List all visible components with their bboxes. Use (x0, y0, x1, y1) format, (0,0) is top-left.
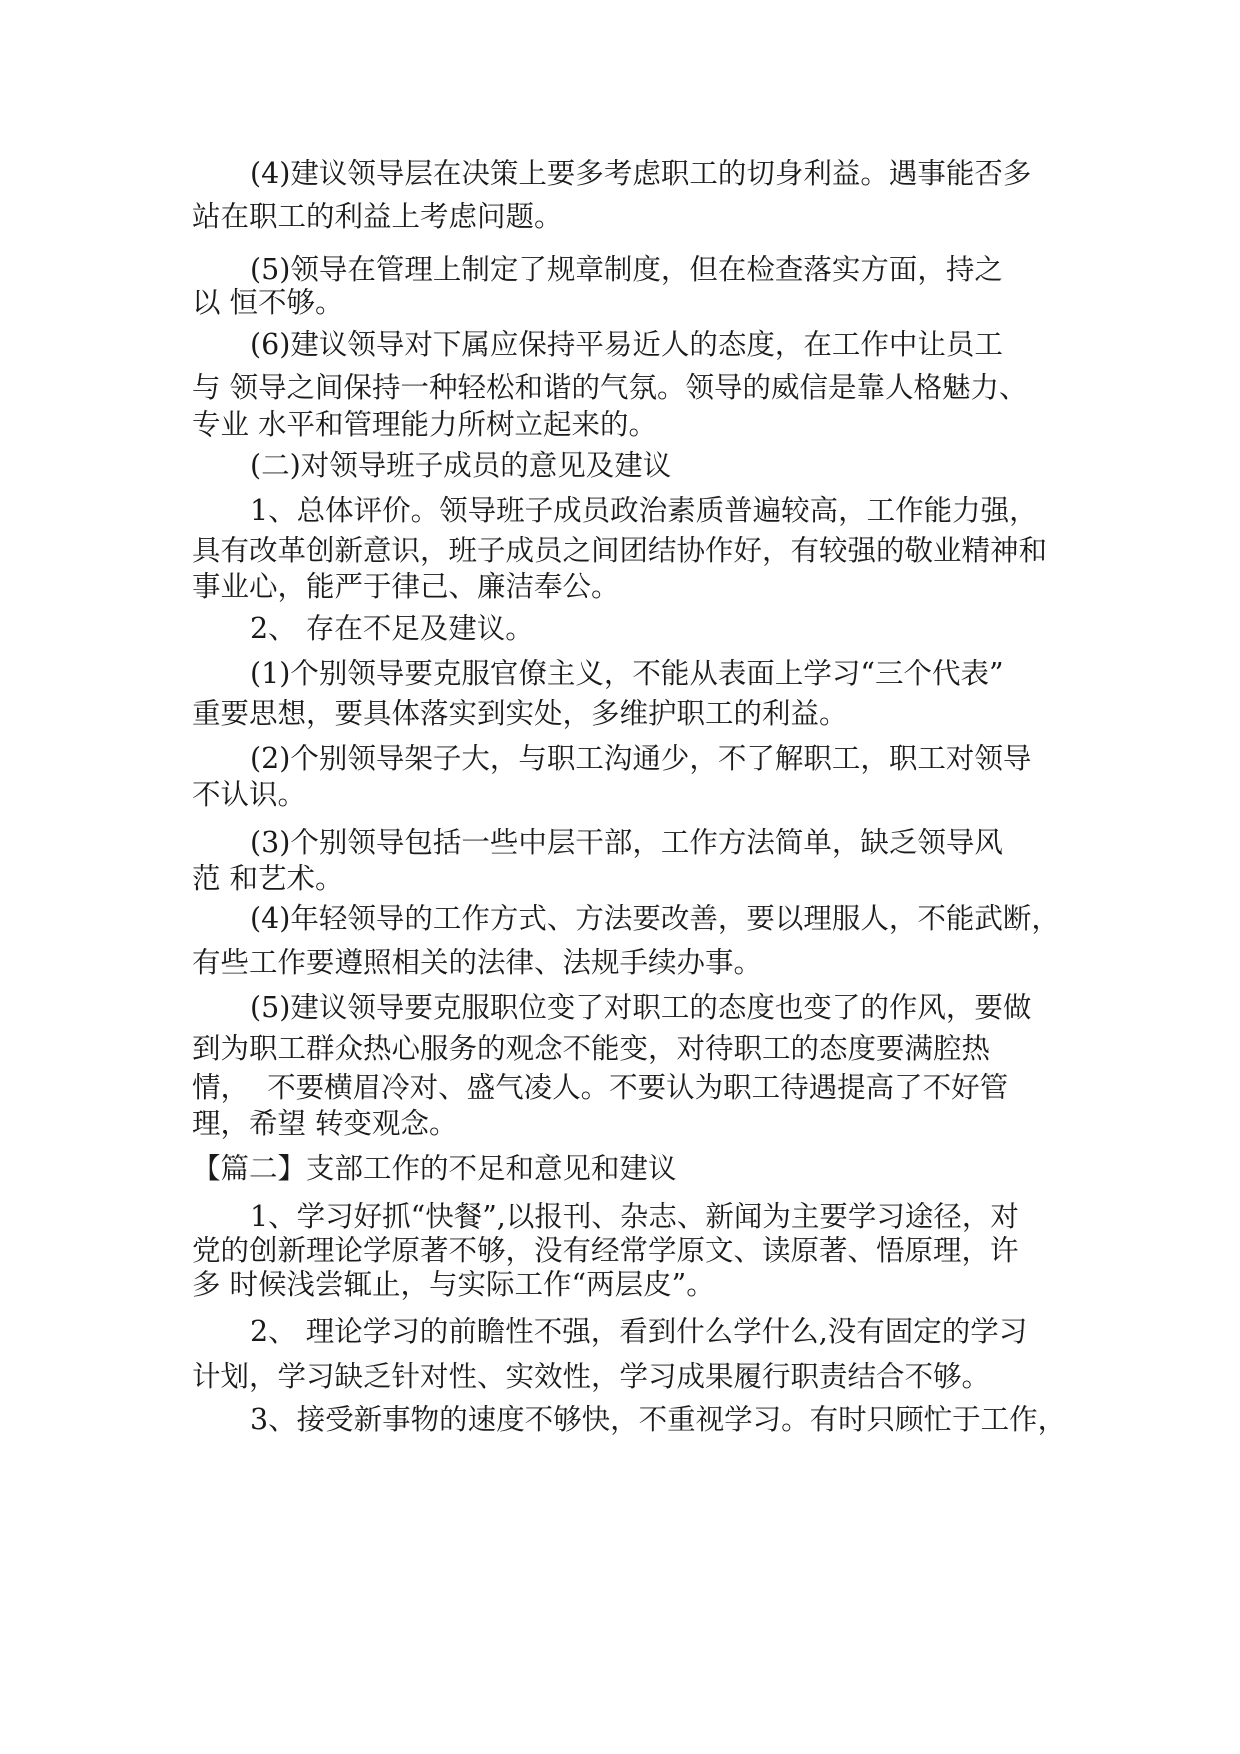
text-line: 专业 水平和管理能力所树立起来的。 (192, 408, 658, 441)
text-line: 【篇二】支部工作的不足和意见和建议 (192, 1152, 677, 1185)
text-line: 计划，学习缺乏针对性、实效性，学习成果履行职责结合不够。 (192, 1360, 991, 1393)
text-line: 范 和艺术。 (192, 862, 344, 895)
text-line: (二)对领导班子成员的意见及建议 (250, 449, 672, 482)
text-line: 情， 不要横眉冷对、盛气凌人。不要认为职工待遇提高了不好管 (192, 1071, 1009, 1104)
text-line: 1、学习好抓“快餐”,以报刊、杂志、新闻为主要学习途径，对 (250, 1200, 1019, 1233)
text-line: (4)建议领导层在决策上要多考虑职工的切身利益。遇事能否多 (250, 157, 1032, 190)
text-line: 具有改革创新意识，班子成员之间团结协作好，有较强的敬业精神和 (192, 534, 1048, 567)
text-line: (6)建议领导对下属应保持平易近人的态度，在工作中让员工 (250, 328, 1003, 361)
text-line: 到为职工群众热心服务的观念不能变，对待职工的态度要满腔热 (192, 1032, 991, 1065)
text-line: (4)年轻领导的工作方式、方法要改善，要以理服人，不能武断， (250, 902, 1060, 935)
text-line: (5)领导在管理上制定了规章制度，但在检查落实方面，持之 (250, 253, 1003, 286)
text-line: 2、 理论学习的前瞻性不强，看到什么学什么,没有固定的学习 (250, 1315, 1028, 1348)
text-line: 重要思想，要具体落实到实处，多维护职工的利益。 (192, 697, 848, 730)
text-line: 站在职工的利益上考虑问题。 (192, 200, 563, 233)
text-line: 不认识。 (192, 778, 307, 811)
text-line: 多 时候浅尝辄止，与实际工作“两层皮”。 (192, 1268, 715, 1301)
text-line: 事业心，能严于律己、廉洁奉公。 (192, 570, 620, 603)
text-line: (5)建议领导要克服职位变了对职工的态度也变了的作风，要做 (250, 991, 1032, 1024)
text-line: 理，希望 转变观念。 (192, 1107, 458, 1140)
text-line: (1)个别领导要克服官僚主义，不能从表面上学习“三个代表” (250, 657, 1004, 690)
text-line: 有些工作要遵照相关的法律、法规手续办事。 (192, 946, 763, 979)
text-line: (3)个别领导包括一些中层干部，工作方法简单，缺乏领导风 (250, 826, 1003, 859)
text-line: 1、总体评价。领导班子成员政治素质普遍较高，工作能力强， (250, 494, 1038, 527)
text-line: 3、接受新事物的速度不够快，不重视学习。有时只顾忙于工作， (250, 1403, 1067, 1436)
text-line: (2)个别领导架子大，与职工沟通少，不了解职工，职工对领导 (250, 742, 1032, 775)
text-line: 与 领导之间保持一种轻松和谐的气氛。领导的威信是靠人格魅力、 (192, 371, 1028, 404)
text-line: 党的创新理论学原著不够，没有经常学原文、读原著、悟原理，许 (192, 1234, 1019, 1267)
text-line: 2、 存在不足及建议。 (250, 612, 534, 645)
text-line: 以 恒不够。 (192, 286, 344, 319)
